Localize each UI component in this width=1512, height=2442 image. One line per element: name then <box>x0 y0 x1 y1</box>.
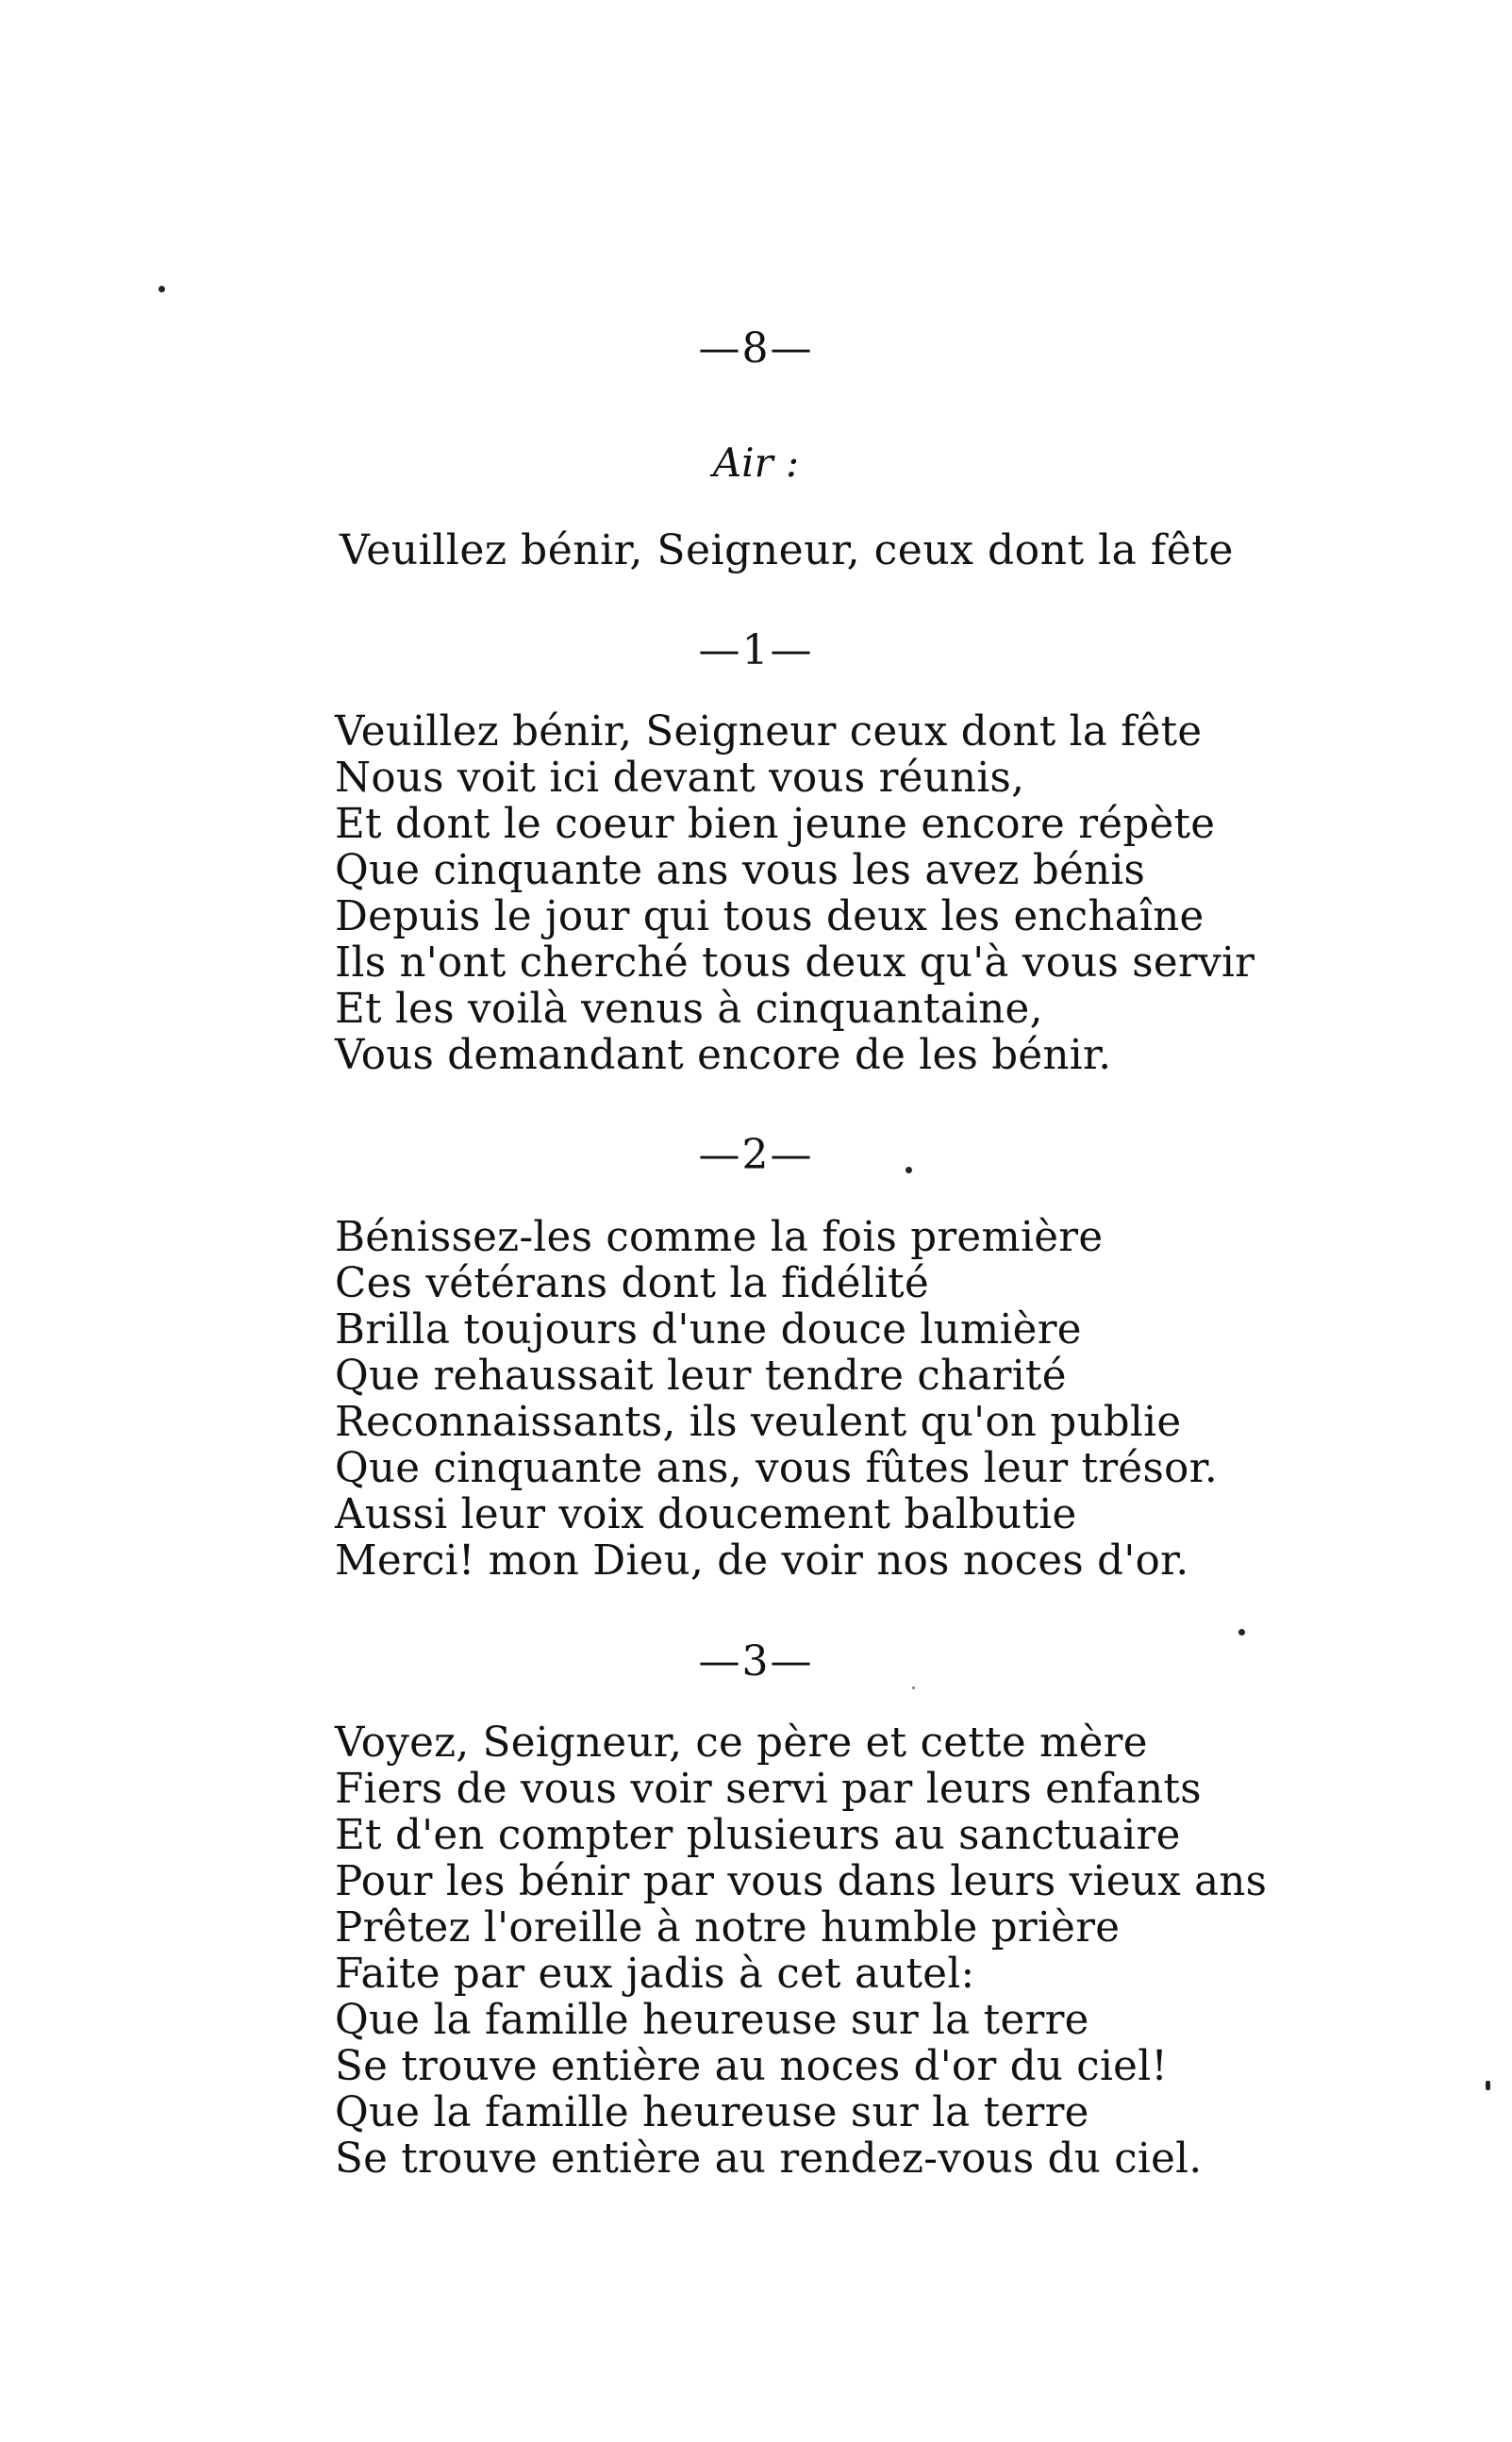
verse-line: Se trouve entière au noces d'or du ciel! <box>335 2043 1169 2090</box>
verse-line: Et dont le coeur bien jeune encore répète <box>335 801 1216 848</box>
page-number: —8— <box>698 324 814 373</box>
verse-line: Nous voit ici devant vous réunis, <box>335 755 1025 802</box>
print-speck <box>912 1686 915 1689</box>
stanza-number: —1— <box>698 626 814 674</box>
verse-line: Prêtez l'oreille à notre humble prière <box>335 1904 1121 1952</box>
verse-line: Ils n'ont cherché tous deux qu'à vous servir <box>335 939 1255 987</box>
verse-line: Ces vétérans dont la fidélité <box>335 1260 929 1307</box>
verse-line: Que cinquante ans vous les avez bénis <box>335 847 1146 894</box>
verse-line: Que cinquante ans, vous fûtes leur trésor. <box>335 1445 1219 1492</box>
verse-line: Voyez, Seigneur, ce père et cette mère <box>335 1719 1148 1767</box>
stanza-number: —2— <box>698 1131 814 1179</box>
verse-line: Faite par eux jadis à cet autel: <box>335 1951 975 1998</box>
verse-line: Merci! mon Dieu, de voir nos noces d'or. <box>335 1537 1189 1585</box>
verse-line: Veuillez bénir, Seigneur ceux dont la fête <box>335 708 1203 756</box>
verse-line: Et les voilà venus à cinquantaine, <box>335 986 1043 1033</box>
verse-line: Aussi leur voix doucement balbutie <box>335 1491 1077 1538</box>
verse-line: Que rehaussait leur tendre charité <box>335 1353 1067 1400</box>
verse-line: Brilla toujours d'une douce lumière <box>335 1306 1082 1354</box>
verse-line: Se trouve entière au rendez-vous du ciel. <box>335 2135 1203 2183</box>
air-label: Air : <box>712 440 800 486</box>
verse-line: Fiers de vous voir servi par leurs enfants <box>335 1766 1202 1813</box>
verse-line: Vous demandant encore de les bénir. <box>335 1032 1112 1079</box>
print-speck <box>1238 1629 1245 1636</box>
verse-line: Pour les bénir par vous dans leurs vieux ans <box>335 1858 1268 1905</box>
verse-line: Depuis le jour qui tous deux les enchaîne <box>335 893 1205 940</box>
verse-line: Bénissez-les comme la fois première <box>335 1214 1104 1261</box>
verse-line: Reconnaissants, ils veulent qu'on publie <box>335 1399 1182 1446</box>
print-speck <box>158 286 165 292</box>
verse-line: Que la famille heureuse sur la terre <box>335 2089 1089 2136</box>
air-title: Veuillez bénir, Seigneur, ceux dont la fête <box>340 526 1234 574</box>
stanza-1 <box>335 709 1254 1079</box>
stanza-number: —3— <box>698 1637 814 1686</box>
stanza-2 <box>335 1215 1218 1585</box>
verse-line: Que la famille heureuse sur la terre <box>335 1997 1089 2044</box>
verse-line: Et d'en compter plusieurs au sanctuaire <box>335 1812 1181 1859</box>
stanza-3 <box>335 1720 1267 2183</box>
print-speck <box>1486 2081 1490 2090</box>
